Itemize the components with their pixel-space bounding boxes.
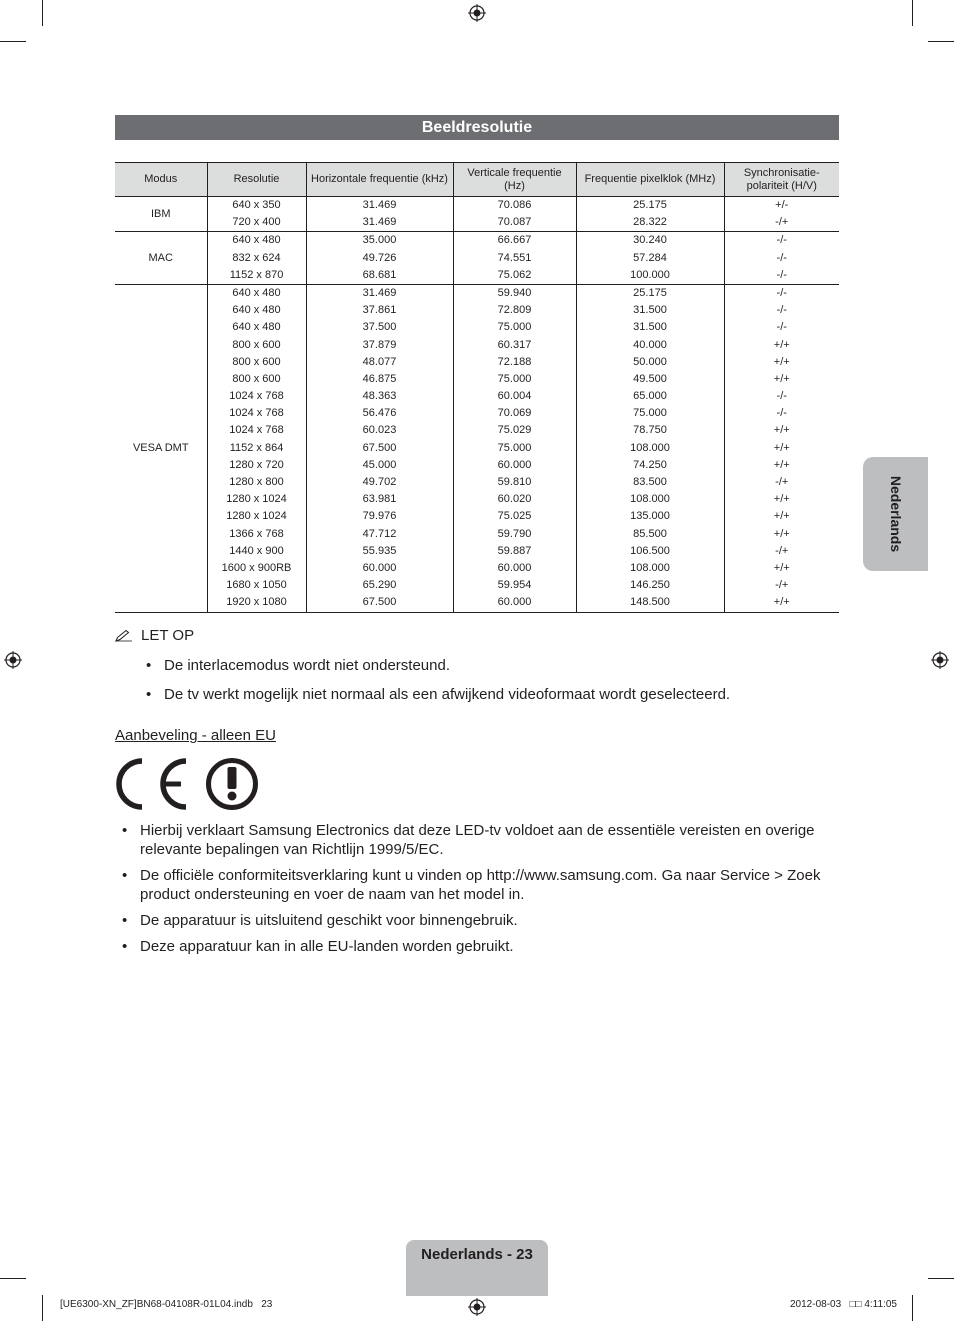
recommendation-item-text: De officiële conformiteitsverklaring kunt u vinden op http://www.samsung.com. Ga naar Service > Zoek product ondersteuning en voer de naam van het model in.	[140, 867, 821, 903]
table-row	[115, 284, 839, 612]
cell-value: 75.000	[633, 407, 667, 420]
cell-value: 148.500	[630, 596, 670, 609]
cell-value: -/-	[776, 268, 787, 281]
cell-value: 1152 x 864	[229, 441, 284, 454]
cell-value: +/+	[773, 424, 790, 437]
cell-value: 49.726	[362, 251, 397, 264]
cell-value: 37.879	[362, 338, 397, 351]
cell-value: 108.000	[630, 441, 670, 454]
sync-polarity-cell	[724, 232, 839, 285]
sync-polarity-cell	[724, 197, 839, 232]
cell-value: 60.317	[497, 338, 532, 351]
crop-mark	[912, 0, 913, 26]
table-header-row	[115, 163, 839, 197]
cell-value: 60.023	[362, 424, 397, 437]
cell-value: 49.500	[633, 372, 667, 385]
column-header-sync-polarity: Synchronisatie-polariteit (H/V)	[724, 163, 839, 197]
cell-value: 800 x 600	[232, 338, 281, 351]
cell-value: 75.000	[497, 321, 532, 334]
cell-value: 1280 x 1024	[226, 510, 287, 523]
section-title: Beeldresolutie	[115, 115, 839, 140]
cell-value: 49.702	[362, 476, 397, 488]
cell-value: 65.000	[633, 390, 667, 403]
cell-value: 37.500	[362, 321, 397, 334]
cell-value: -/-	[776, 407, 787, 420]
pencil-icon	[115, 629, 133, 643]
cell-value: 74.551	[497, 251, 532, 264]
note-item-text: De tv werkt mogelijk niet normaal als een afwijkend videoformaat wordt geselecteerd.	[164, 686, 731, 703]
note-item-text: De interlacemodus wordt niet ondersteund.	[164, 657, 450, 674]
cell-value: -/+	[775, 216, 789, 229]
cell-value: 72.809	[497, 304, 532, 317]
page-number-tab	[406, 1240, 548, 1296]
resolution-cell	[207, 197, 306, 232]
cell-value: 800 x 600	[232, 355, 281, 368]
crop-mark	[912, 1295, 913, 1321]
horizontal-frequency-cell	[306, 232, 453, 285]
pixel-clock-cell	[576, 284, 724, 612]
cell-value: 40.000	[633, 338, 667, 351]
cell-value: 59.940	[497, 286, 532, 299]
vertical-frequency-cell	[453, 197, 576, 232]
horizontal-frequency-cell	[306, 197, 453, 232]
cell-value: +/-	[775, 199, 789, 211]
modus-cell: MAC	[115, 232, 207, 285]
vertical-frequency-cell	[453, 232, 576, 285]
cell-value: 75.000	[497, 372, 532, 385]
resolution-table	[115, 162, 839, 613]
cell-value: 146.250	[630, 579, 670, 592]
column-header-resolutie: Resolutie	[207, 163, 306, 197]
cell-value: 640 x 480	[232, 321, 281, 334]
cell-value: 1366 x 768	[229, 527, 284, 540]
cell-value: 720 x 400	[232, 216, 281, 229]
cell-value: 108.000	[630, 493, 670, 506]
cell-value: 640 x 480	[232, 234, 281, 247]
cell-value: 75.000	[497, 441, 532, 454]
registration-mark-icon	[468, 1298, 486, 1316]
cell-value: +/+	[773, 527, 790, 540]
cell-value: 1024 x 768	[229, 390, 284, 403]
cell-value: 1280 x 1024	[226, 493, 287, 506]
cell-value: 60.004	[497, 390, 532, 403]
print-footer-timestamp: 2012-08-03 □□ 4:11:05	[790, 1299, 897, 1310]
crop-mark	[42, 1295, 43, 1321]
cell-value: 1600 x 900RB	[221, 561, 292, 574]
cell-value: 640 x 350	[232, 199, 281, 211]
cell-value: -/+	[775, 544, 789, 557]
recommendation-item-text: Deze apparatuur kan in alle EU-landen worden gebruikt.	[140, 938, 514, 955]
cell-value: 63.981	[362, 493, 397, 506]
cell-value: 50.000	[633, 355, 667, 368]
cell-value: +/+	[773, 561, 790, 574]
cell-value: 640 x 480	[232, 286, 281, 299]
cell-value: 640 x 480	[232, 304, 281, 317]
cell-value: 1024 x 768	[229, 407, 284, 420]
cell-value: 800 x 600	[232, 372, 281, 385]
cell-value: 83.500	[633, 476, 667, 488]
page-number-label: Nederlands - 23	[421, 1246, 533, 1263]
horizontal-frequency-cell	[306, 284, 453, 612]
crop-mark	[0, 1278, 26, 1279]
cell-value: 48.363	[362, 390, 397, 403]
cell-value: 85.500	[633, 527, 667, 540]
cell-value: 75.062	[497, 268, 532, 281]
cell-value: 37.861	[362, 304, 397, 317]
cell-value: -/-	[776, 390, 787, 403]
registration-mark-icon	[4, 651, 22, 669]
modus-cell: VESA DMT	[115, 284, 207, 612]
note-title: LET OP	[141, 627, 195, 644]
cell-value: 60.020	[497, 493, 532, 506]
cell-value: 1440 x 900	[229, 544, 284, 557]
registration-mark-icon	[931, 651, 949, 669]
cell-value: 31.469	[362, 199, 397, 211]
recommendation-item-text: De apparatuur is uitsluitend geschikt voor binnengebruik.	[140, 912, 518, 929]
vertical-frequency-cell	[453, 284, 576, 612]
cell-value: 70.069	[497, 407, 532, 420]
cell-value: 65.290	[362, 579, 397, 592]
registration-mark-icon	[468, 4, 486, 22]
cell-value: 59.954	[497, 579, 532, 592]
cell-value: 55.935	[362, 544, 397, 557]
cell-value: 1152 x 870	[229, 268, 284, 281]
cell-value: 79.976	[362, 510, 397, 523]
pixel-clock-cell	[576, 232, 724, 285]
cell-value: 60.000	[497, 458, 532, 471]
language-side-tab-label: Nederlands	[887, 475, 904, 553]
cell-value: 135.000	[630, 510, 670, 523]
cell-value: 70.086	[497, 199, 532, 211]
cell-value: +/+	[773, 441, 790, 454]
cell-value: +/+	[773, 355, 790, 368]
cell-value: 60.000	[362, 561, 397, 574]
cell-value: 60.000	[497, 561, 532, 574]
cell-value: +/+	[773, 458, 790, 471]
cell-value: 106.500	[630, 544, 670, 557]
cell-value: 59.887	[497, 544, 532, 557]
table-row	[115, 232, 839, 285]
cell-value: 67.500	[362, 441, 397, 454]
resolution-cell	[207, 284, 306, 612]
print-footer-file: [UE6300-XN_ZF]BN68-04108R-01L04.indb 23	[60, 1299, 273, 1310]
cell-value: 67.500	[362, 596, 397, 609]
cell-value: -/-	[776, 321, 787, 334]
pixel-clock-cell	[576, 197, 724, 232]
cell-value: 25.175	[633, 286, 667, 299]
cell-value: 31.469	[362, 216, 397, 229]
cell-value: -/+	[775, 579, 789, 592]
cell-value: 25.175	[633, 199, 667, 211]
recommendation-item-text: Hierbij verklaart Samsung Electronics dat deze LED-tv voldoet aan de essentiële vereisten en overige relevante bepalingen van Richtlijn 1999/5/EC.	[140, 822, 815, 858]
crop-mark	[42, 0, 43, 26]
cell-value: 70.087	[497, 216, 532, 229]
cell-value: -/-	[776, 234, 787, 247]
cell-value: +/+	[773, 510, 790, 523]
modus-cell: IBM	[115, 197, 207, 232]
cell-value: 1024 x 768	[229, 424, 284, 437]
cell-value: 1920 x 1080	[226, 596, 287, 609]
crop-mark	[928, 41, 954, 42]
cell-value: 1280 x 800	[229, 476, 284, 488]
crop-mark	[928, 1278, 954, 1279]
recommendation-heading: Aanbeveling - alleen EU	[115, 727, 276, 744]
cell-value: 72.188	[497, 355, 532, 368]
cell-value: 74.250	[633, 458, 667, 471]
cell-value: 59.790	[497, 527, 532, 540]
cell-value: 75.029	[497, 424, 532, 437]
cell-value: 78.750	[633, 424, 667, 437]
note-header	[115, 627, 194, 644]
cell-value: 1280 x 720	[229, 458, 284, 471]
resolution-cell	[207, 232, 306, 285]
table-row	[115, 197, 839, 232]
cell-value: 45.000	[362, 458, 397, 471]
cell-value: 100.000	[630, 268, 670, 281]
crop-mark	[0, 41, 26, 42]
cell-value: 31.469	[362, 286, 397, 299]
cell-value: -/-	[776, 304, 787, 317]
cell-value: 108.000	[630, 561, 670, 574]
cell-value: +/+	[773, 338, 790, 351]
cell-value: -/+	[775, 476, 789, 488]
column-header-horizontal-frequency: Horizontale frequentie (kHz)	[306, 163, 453, 197]
cell-value: 68.681	[362, 268, 397, 281]
cell-value: -/-	[776, 286, 787, 299]
cell-value: +/+	[773, 596, 790, 609]
cell-value: 60.000	[497, 596, 532, 609]
cell-value: 832 x 624	[232, 251, 281, 264]
cell-value: -/-	[776, 251, 787, 264]
cell-value: 35.000	[362, 234, 397, 247]
cell-value: 75.025	[497, 510, 532, 523]
cell-value: 47.712	[362, 527, 397, 540]
cell-value: 28.322	[633, 216, 667, 229]
sync-polarity-cell	[724, 284, 839, 612]
cell-value: 59.810	[497, 476, 532, 488]
cell-value: 57.284	[633, 251, 667, 264]
cell-value: +/+	[773, 493, 790, 506]
cell-value: 31.500	[633, 304, 667, 317]
column-header-pixel-clock: Frequentie pixelklok (MHz)	[576, 163, 724, 197]
ce-alert-mark-icon	[115, 757, 261, 811]
cell-value: 1680 x 1050	[226, 579, 287, 592]
column-header-vertical-frequency: Verticale frequentie (Hz)	[453, 163, 576, 197]
column-header-modus: Modus	[115, 163, 207, 197]
cell-value: 46.875	[362, 372, 397, 385]
cell-value: 56.476	[362, 407, 397, 420]
cell-value: +/+	[773, 372, 790, 385]
cell-value: 48.077	[362, 355, 397, 368]
cell-value: 66.667	[497, 234, 532, 247]
cell-value: 30.240	[633, 234, 667, 247]
language-side-tab	[863, 457, 928, 571]
cell-value: 31.500	[633, 321, 667, 334]
